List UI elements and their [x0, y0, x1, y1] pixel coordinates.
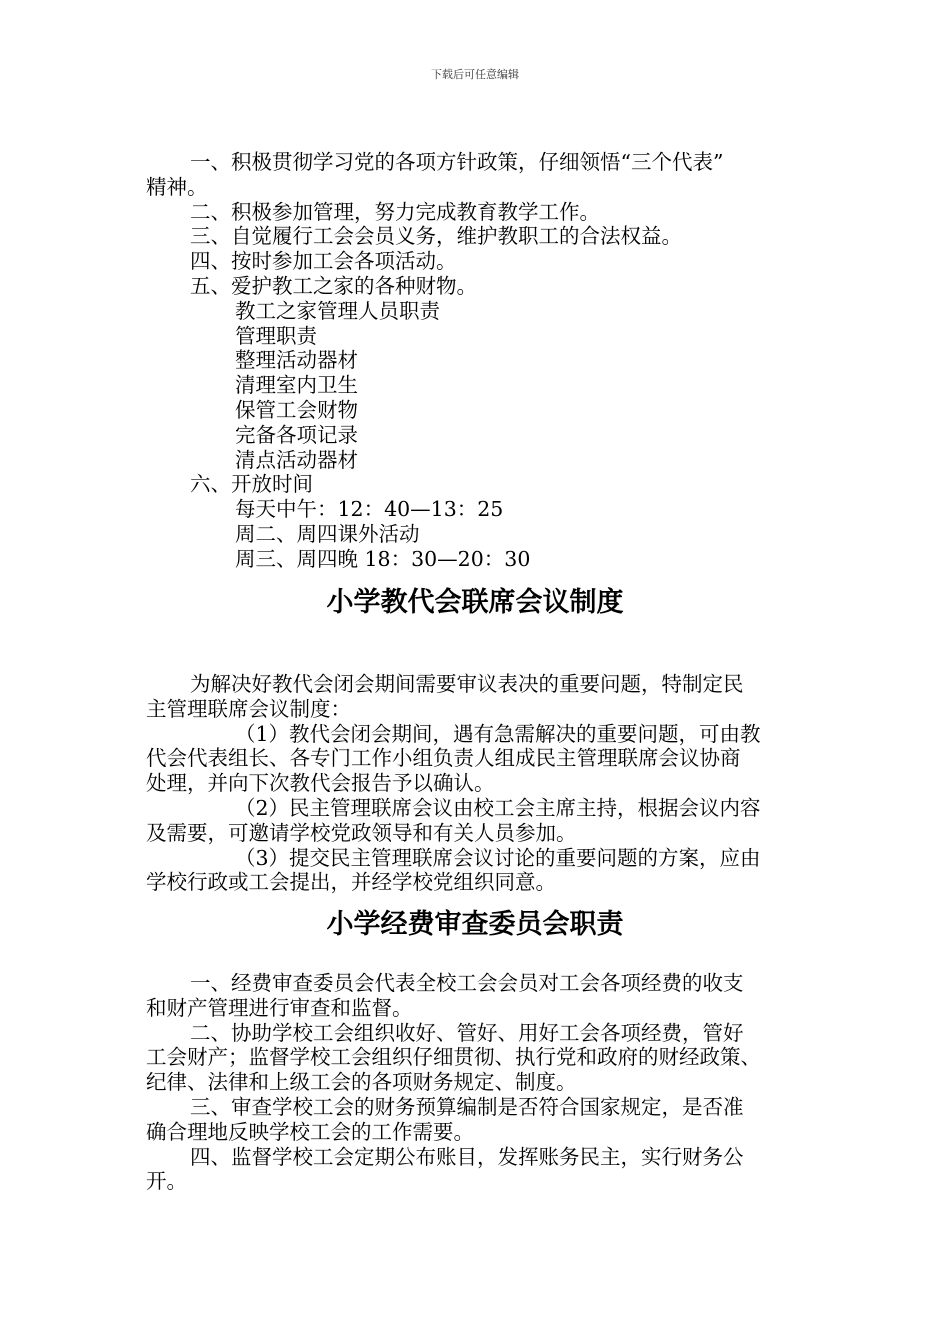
audit-item-1: 一、经费审查委员会代表全校工会会员对工会各项经费的收支 — [190, 971, 744, 995]
duty-item: 清理室内卫生 — [235, 373, 358, 398]
section-title-joint-meeting: 小学教代会联席会议制度 — [326, 587, 624, 618]
audit-item-2-cont: 工会财产；监督学校工会组织仔细贯彻、执行党和政府的财经政策、 — [146, 1045, 761, 1070]
duty-item: 完备各项记录 — [235, 422, 358, 447]
page-header: 下载后可任意编辑 — [431, 68, 519, 81]
clause-2: （2）民主管理联席会议由校工会主席主持，根据会议内容 — [235, 795, 761, 820]
audit-item-2: 二、协助学校工会组织收好、管好、用好工会各项经费，管好 — [190, 1020, 744, 1045]
rule-item-5: 五、爱护教工之家的各种财物。 — [190, 273, 477, 298]
rule-item-6: 六、开放时间 — [190, 472, 313, 497]
clause-3: （3）提交民主管理联席会议讨论的重要问题的方案，应由 — [235, 845, 761, 870]
clause-3-cont: 学校行政或工会提出，并经学校党组织同意。 — [146, 870, 556, 895]
section-audit-committee — [146, 971, 806, 1194]
audit-item-2-cont: 纪律、法律和上级工会的各项财务规定、制度。 — [146, 1070, 577, 1095]
section-rules — [146, 150, 806, 572]
audit-item-3: 三、审查学校工会的财务预算编制是否符合国家规定，是否准 — [190, 1094, 744, 1119]
duty-item: 清点活动器材 — [235, 447, 358, 472]
opening-time: 周三、周四晚 18：30—20：30 — [235, 546, 531, 571]
clause-1-cont: 代会代表组长、各专门工作小组负责人组成民主管理联席会议协商 — [146, 746, 741, 771]
paragraph: 为解决好教代会闭会期间需要审议表决的重要问题，特制定民 — [190, 672, 744, 696]
rule-item-3: 三、自觉履行工会会员义务，维护教职工的合法权益。 — [190, 224, 682, 249]
audit-item-4: 四、监督学校工会定期公布账目，发挥账务民主，实行财务公 — [190, 1144, 744, 1169]
rule-item-4: 四、按时参加工会各项活动。 — [190, 249, 457, 274]
audit-item-4-cont: 开。 — [146, 1169, 187, 1194]
rule-item-1-cont: 精神。 — [146, 174, 208, 199]
opening-time: 周二、周四课外活动 — [235, 521, 420, 546]
audit-item-3-cont: 确合理地反映学校工会的工作需要。 — [146, 1119, 474, 1144]
duty-heading: 管理职责 — [235, 323, 317, 348]
clause-2-cont: 及需要，可邀请学校党政领导和有关人员参加。 — [146, 820, 577, 845]
clause-1-cont: 处理，并向下次教代会报告予以确认。 — [146, 771, 495, 796]
rule-item-1: 一、积极贯彻学习党的各项方针政策，仔细领悟“三个代表” — [190, 150, 724, 174]
opening-time: 每天中午：12：40—13：25 — [235, 497, 504, 522]
audit-item-1-cont: 和财产管理进行审查和监督。 — [146, 995, 413, 1020]
section-title-audit-committee: 小学经费审查委员会职责 — [326, 909, 624, 940]
rule-item-2: 二、积极参加管理，努力完成教育教学工作。 — [190, 199, 600, 224]
paragraph-cont: 主管理联席会议制度： — [146, 696, 351, 721]
duty-item: 保管工会财物 — [235, 397, 358, 422]
duty-item: 整理活动器材 — [235, 348, 358, 373]
staff-duties-heading: 教工之家管理人员职责 — [235, 298, 440, 323]
section-joint-meeting — [146, 672, 806, 895]
clause-1: （1）教代会闭会期间，遇有急需解决的重要问题，可由教 — [235, 721, 761, 746]
